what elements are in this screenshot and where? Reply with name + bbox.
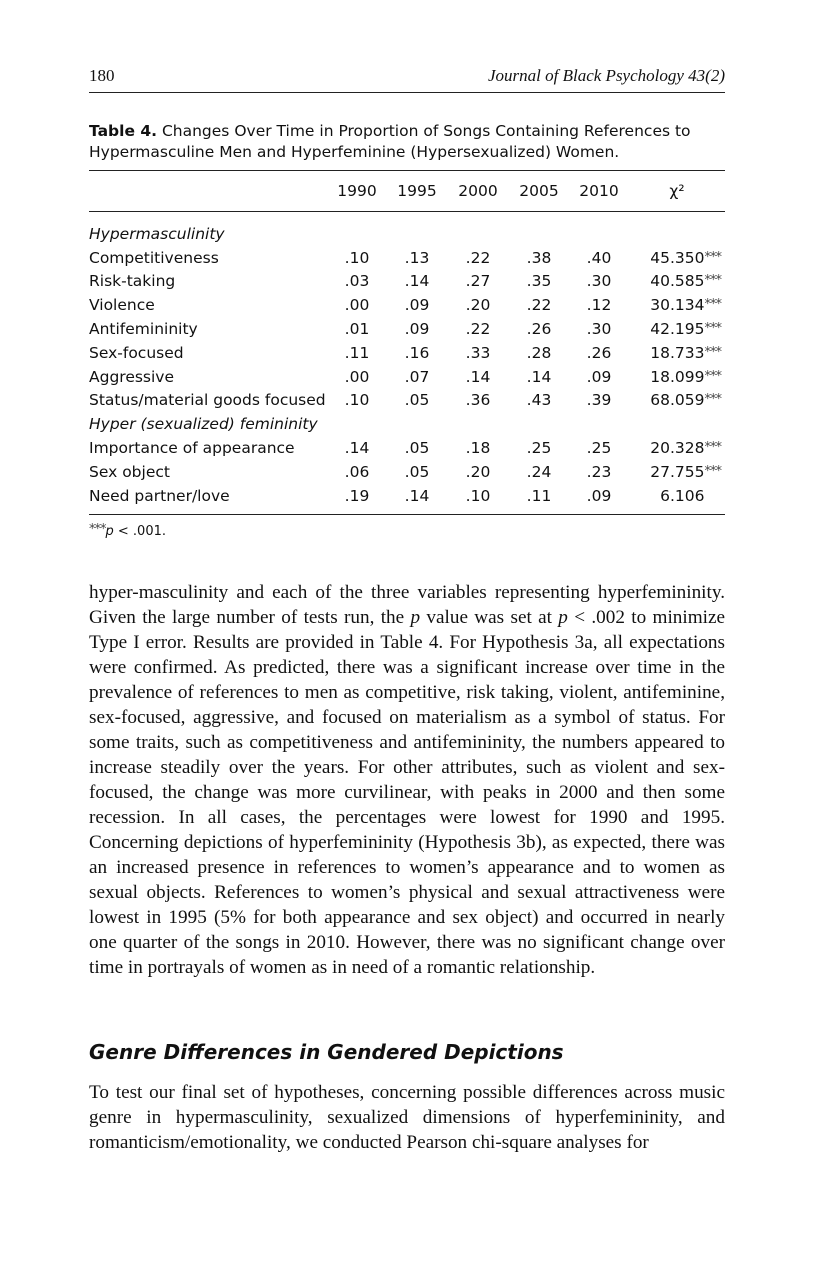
table-cell: .14 <box>465 367 491 386</box>
chi-square-cell <box>629 317 725 341</box>
chi-square-cell <box>629 270 725 294</box>
chi-square-value: 18.099 <box>650 367 705 386</box>
table-cell: .25 <box>526 439 552 458</box>
table-row <box>89 270 725 294</box>
table-cell: .00 <box>344 367 370 386</box>
table-caption-text: Changes Over Time in Proportion of Songs Containing References to Hypermasculine Men and Hyperfeminine (Hypersexualized) Women. <box>89 122 691 161</box>
chi-square-cell <box>629 436 725 460</box>
body-paragraph <box>89 580 725 980</box>
table-row <box>89 317 725 341</box>
table-row <box>89 365 725 389</box>
table-cell: .10 <box>344 391 370 410</box>
significance-stars: *** <box>704 297 721 313</box>
chi-square-value: 40.585 <box>650 272 705 291</box>
column-header: 2000 <box>447 171 509 212</box>
table-cell: .35 <box>526 272 552 291</box>
table-cell: .11 <box>344 343 370 362</box>
table-row <box>89 484 725 514</box>
table-cell: .22 <box>526 296 552 315</box>
table-cell: .24 <box>526 462 552 481</box>
table-cell: .07 <box>404 367 430 386</box>
table-cell: .06 <box>344 462 370 481</box>
table-cell: .14 <box>526 367 552 386</box>
table-cell: .26 <box>586 343 612 362</box>
significance-stars: *** <box>704 321 721 337</box>
table-cell: .18 <box>465 439 491 458</box>
chi-square-cell <box>629 460 725 484</box>
section-heading: Genre Differences in Gendered Depictions <box>89 1040 564 1064</box>
page-number: 180 <box>89 66 115 85</box>
table-cell: .28 <box>526 343 552 362</box>
chi-square-value: 6.106 <box>660 486 705 505</box>
table-footnote <box>89 522 166 539</box>
section-title: Hypermasculinity <box>89 224 225 243</box>
column-header: 2005 <box>509 171 569 212</box>
table-cell: .33 <box>465 343 491 362</box>
row-label: Status/material goods focused <box>89 391 326 410</box>
table-cell: .09 <box>586 367 612 386</box>
footnote-text: < .001. <box>113 524 167 539</box>
italic-p: p <box>558 607 568 628</box>
table-row <box>89 389 725 413</box>
significance-stars: *** <box>704 463 721 479</box>
table-cell: .11 <box>509 484 569 514</box>
table-cell: .20 <box>465 462 491 481</box>
table-cell: .30 <box>586 320 612 339</box>
table-cell: .01 <box>344 320 370 339</box>
table-cell: .10 <box>447 484 509 514</box>
column-header: 2010 <box>569 171 629 212</box>
row-label: Aggressive <box>89 367 175 386</box>
chi-square-cell <box>629 293 725 317</box>
chi-square-cell <box>629 341 725 365</box>
chi-square-value: 42.195 <box>650 320 705 339</box>
chi-square-cell <box>629 365 725 389</box>
table-cell: .10 <box>344 248 370 267</box>
table-cell: .38 <box>526 248 552 267</box>
table-cell: .05 <box>404 462 430 481</box>
row-label: Sex object <box>89 462 170 481</box>
row-label: Violence <box>89 296 155 315</box>
table-label: Table 4. <box>89 122 158 140</box>
chi-square-cell <box>629 246 725 270</box>
row-label: Antifemininity <box>89 320 198 339</box>
significance-stars: *** <box>704 392 721 408</box>
table-header-row <box>89 171 725 212</box>
table-cell: .12 <box>586 296 612 315</box>
column-header-chi-square: χ² <box>629 171 725 212</box>
table-row <box>89 436 725 460</box>
chi-square-value: 27.755 <box>650 462 705 481</box>
table-cell: .09 <box>404 320 430 339</box>
paragraph-text: value was set at <box>420 607 559 628</box>
chi-square-value: 20.328 <box>650 439 705 458</box>
table-cell: .13 <box>404 248 430 267</box>
italic-p: p <box>410 607 421 628</box>
chi-square-cell <box>629 484 725 514</box>
row-label: Risk-taking <box>89 272 176 291</box>
data-table <box>89 170 725 515</box>
table-cell: .20 <box>465 296 491 315</box>
table-cell: .16 <box>404 343 430 362</box>
paragraph-text: hyper-masculinity and each of the three variables representing hyperfemininity. Given the large number of tests run, the <box>89 582 725 628</box>
significance-stars: *** <box>704 249 721 265</box>
table-cell: .23 <box>586 462 612 481</box>
paragraph-text: < .002 to minimize Type I error. Results are provided in Table 4. For Hypothesis 3a, all expectations were confirmed. As predicted, there was a significant increase over time in the prevalence of references to men as competitive, risk taking, violent, antifeminine, sex-focused, aggressive, and focused on materialism as a symbol of status. For some traits, such as competitiveness and antifemininity, the numbers appeared to increase steadily over the years. For other attributes, such as violent and sex-focused, the change was more curvilinear, with peaks in 2000 and then some recession. In all cases, the percentages were lowest for 1990 and 1995. Concerning depictions of hyperfemininity (Hypothesis 3b), as expected, there was an increased presence in references to women’s appearance and to women as sexual objects. References to women’s physical and sexual attractiveness were lowest in 1995 (5% for both appearance and sex object) and occurred in nearly one quarter of the songs in 2010. However, there was no significant change over time in portrayals of women as in need of a romantic relationship. <box>89 607 725 978</box>
table-row <box>89 246 725 270</box>
chi-square-value: 45.350 <box>650 248 705 267</box>
table-cell: .39 <box>586 391 612 410</box>
table-cell: .09 <box>569 484 629 514</box>
table-cell: .22 <box>465 248 491 267</box>
journal-title: Journal of Black Psychology 43(2) <box>488 66 725 85</box>
section-row <box>89 412 725 436</box>
table-cell: .05 <box>404 439 430 458</box>
table-cell: .00 <box>344 296 370 315</box>
chi-square-cell <box>629 389 725 413</box>
chi-square-value: 18.733 <box>650 343 705 362</box>
table-cell: .14 <box>344 439 370 458</box>
significance-stars: *** <box>704 344 721 360</box>
table-cell: .25 <box>586 439 612 458</box>
table-row <box>89 341 725 365</box>
significance-stars: *** <box>704 273 721 289</box>
spacer-row <box>89 212 725 223</box>
header-blank <box>89 171 327 212</box>
column-header: 1995 <box>387 171 447 212</box>
section-row <box>89 222 725 246</box>
row-label: Competitiveness <box>89 248 219 267</box>
significance-stars: *** <box>704 368 721 384</box>
table-cell: .43 <box>526 391 552 410</box>
table-cell: .22 <box>465 320 491 339</box>
body-paragraph-2: To test our final set of hypotheses, concerning possible differences across music genre in hypermasculinity, sexualized dimensions of hyperfemininity, and romanticism/emotionality, we conducted Pearson chi-square analyses for <box>89 1082 725 1153</box>
table-cell: .14 <box>404 272 430 291</box>
row-label: Need partner/love <box>89 484 327 514</box>
table-cell: .27 <box>465 272 491 291</box>
table-cell: .40 <box>586 248 612 267</box>
table-cell: .36 <box>465 391 491 410</box>
running-header <box>89 66 725 93</box>
footnote-stars: *** <box>89 522 106 537</box>
column-header: 1990 <box>327 171 387 212</box>
significance-stars: *** <box>704 440 721 456</box>
table-row <box>89 460 725 484</box>
row-label: Importance of appearance <box>89 439 295 458</box>
chi-square-value: 68.059 <box>650 391 705 410</box>
table-cell: .14 <box>387 484 447 514</box>
table-cell: .30 <box>586 272 612 291</box>
table-cell: .03 <box>344 272 370 291</box>
table-cell: .05 <box>404 391 430 410</box>
row-label: Sex-focused <box>89 343 184 362</box>
section-title: Hyper (sexualized) femininity <box>89 415 318 434</box>
table-caption <box>89 121 725 163</box>
table-cell: .26 <box>526 320 552 339</box>
table-cell: .19 <box>327 484 387 514</box>
table-row <box>89 293 725 317</box>
footnote-p: p <box>105 524 114 539</box>
chi-square-value: 30.134 <box>650 296 705 315</box>
table-cell: .09 <box>404 296 430 315</box>
